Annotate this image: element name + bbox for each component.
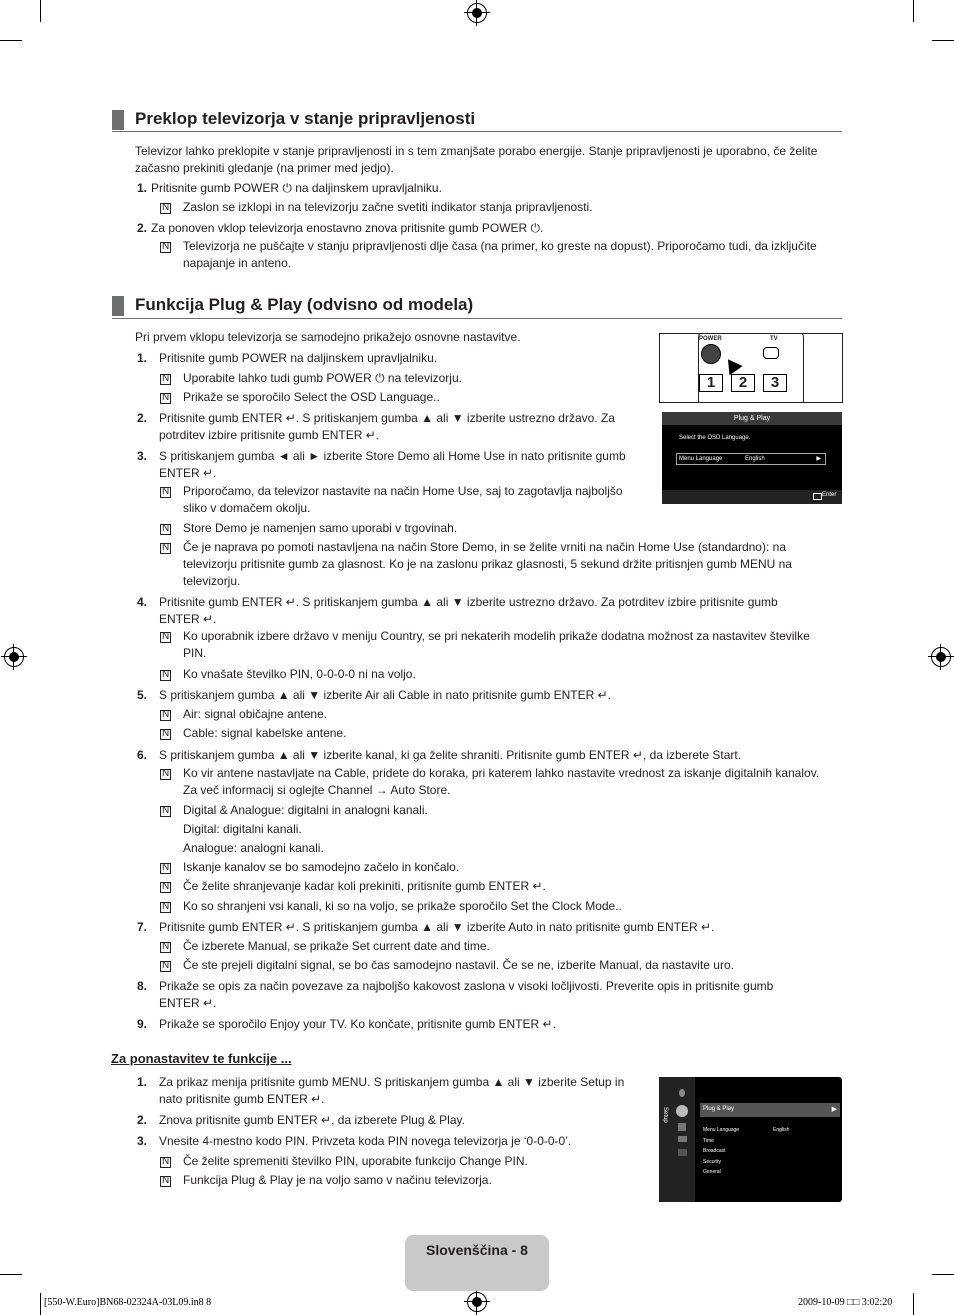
note-text: Če ste prejeli digitalni signal, se bo čas samodejno nastavil. Če se ne, izberite Manual, da nastavite uro. bbox=[183, 958, 734, 972]
osd-menu-item: Time bbox=[703, 1137, 714, 1144]
step-number: 1. bbox=[137, 351, 148, 365]
registration-mark-icon bbox=[467, 1292, 487, 1312]
note-text: Air: signal običajne antene. bbox=[183, 707, 328, 721]
step-text: potrditev izbire pritisnite gumb ENTER ↵. bbox=[159, 428, 380, 442]
paragraph: Televizor lahko preklopite v stanje pripravljenosti in s tem zmanjšate porabo energije. Stanje pripravljenosti je uporabno, če želite bbox=[135, 144, 818, 158]
step-text: ENTER ↵. bbox=[159, 996, 217, 1010]
note-icon bbox=[160, 374, 171, 385]
note-text: televizorju pritisnite gumb za glasnost. Ko je na zaslonu prikaz glasnosti, 5 sekund držite pritisnjen gumb MENU na bbox=[183, 557, 792, 571]
note-icon bbox=[160, 670, 171, 681]
note-icon bbox=[160, 710, 171, 721]
step-text: S pritiskanjem gumba ◄ ali ► izberite Store Demo ali Home Use in nato pritisnite gumb bbox=[159, 449, 626, 463]
note-text: napajanje in anteno. bbox=[183, 256, 292, 270]
note-text: Ko vir antene nastavljate na Cable, pridete do koraka, pri katerem lahko nastavite vrednost za iskanje digitalnih kanalov. bbox=[183, 766, 820, 780]
step-number: 9. bbox=[137, 1017, 148, 1031]
note-icon bbox=[160, 242, 171, 253]
step-text: S pritiskanjem gumba ▲ ali ▼ izberite Air ali Cable in nato pritisnite gumb ENTER ↵. bbox=[159, 688, 611, 702]
osd-prompt: Select the OSD Language. bbox=[679, 435, 751, 441]
osd-title: Plug & Play bbox=[662, 412, 842, 425]
note-icon bbox=[160, 942, 171, 953]
osd-menu-item: General bbox=[703, 1169, 721, 1175]
step-text: nato pritisnite gumb ENTER ↵. bbox=[159, 1092, 325, 1106]
menu-icon bbox=[679, 1089, 685, 1097]
osd-plug-and-play bbox=[662, 412, 842, 504]
note-text: Če izberete Manual, se prikaže Set current date and time. bbox=[183, 939, 490, 953]
note-text: Ko uporabnik izbere državo v meniju Country, se pri nekaterih modelih prikaže dodatna možnost za nastavitev številke bbox=[183, 629, 810, 643]
note-icon bbox=[160, 524, 171, 535]
osd-menu-list bbox=[703, 1125, 739, 1178]
note-text: PIN. bbox=[183, 646, 207, 660]
remote-power-label: POWER bbox=[699, 336, 722, 342]
osd-menu-item: Security bbox=[703, 1158, 722, 1165]
heading-rule bbox=[112, 131, 842, 132]
heading-bar bbox=[112, 296, 124, 316]
note-icon bbox=[160, 1157, 171, 1168]
crop-mark bbox=[913, 1293, 914, 1315]
menu-icon bbox=[678, 1136, 687, 1142]
note-text: Digital & Analogue: digitalni in analogni kanali. bbox=[183, 803, 428, 817]
note-icon bbox=[160, 487, 171, 498]
footer-timestamp: 2009-10-09 □□ 3:02:20 bbox=[798, 1297, 893, 1308]
key-2: 2 bbox=[731, 374, 755, 392]
osd-menu-item: Broadcast bbox=[703, 1148, 726, 1154]
crop-mark bbox=[932, 40, 954, 41]
subsection-title: Za ponastavitev te funkcije ... bbox=[111, 1051, 292, 1066]
osd-side-label: Setup bbox=[662, 1107, 668, 1123]
section-title: Funkcija Plug & Play (odvisno od modela) bbox=[135, 295, 474, 314]
note-icon bbox=[160, 393, 171, 404]
osd-selected-label: Plug & Play bbox=[703, 1106, 735, 1112]
step-text: Prikaže se sporočilo Enjoy your TV. Ko končate, pritisnite gumb ENTER ↵. bbox=[159, 1017, 556, 1031]
osd-selected-row bbox=[700, 1103, 840, 1117]
step-text: Pritisnite gumb POWER na daljinskem upravljalniku. bbox=[159, 351, 438, 365]
registration-mark-icon bbox=[931, 647, 951, 667]
osd-enter-label: Enter bbox=[822, 492, 837, 498]
step-text: Pritisnite gumb ENTER ↵. S pritiskanjem gumba ▲ ali ▼ izberite ustrezno državo. Za potrditev izbire pritisnite gumb bbox=[159, 595, 778, 609]
step-text: Pritisnite gumb POWER ⏻ na daljinskem upravljalniku. bbox=[151, 181, 442, 195]
menu-icon bbox=[678, 1123, 686, 1131]
footer-file-info: [550-W.Euro]BN68-02324A-03L09.in8 8 bbox=[44, 1297, 212, 1308]
step-number: 1. bbox=[137, 181, 148, 195]
note-text: Ko so shranjeni vsi kanali, ki so na voljo, se prikaže sporočilo Set the Clock Mode.. bbox=[183, 899, 622, 913]
note-icon bbox=[160, 882, 171, 893]
note-text: Uporabite lahko tudi gumb POWER ⏻ na televizorju. bbox=[183, 371, 462, 385]
crop-mark bbox=[0, 1274, 22, 1275]
enter-icon bbox=[813, 493, 822, 500]
step-number: 2. bbox=[137, 1113, 148, 1127]
power-button-icon bbox=[701, 344, 721, 364]
note-icon bbox=[160, 203, 171, 214]
step-number: 3. bbox=[137, 1134, 148, 1148]
note-text: Prikaže se sporočilo Select the OSD Language.. bbox=[183, 390, 440, 404]
note-icon bbox=[160, 729, 171, 740]
osd-language-field bbox=[676, 453, 826, 465]
step-text: Znova pritisnite gumb ENTER ↵, da izberete Plug & Play. bbox=[159, 1113, 465, 1127]
setup-gear-icon bbox=[676, 1105, 688, 1117]
note-icon bbox=[160, 863, 171, 874]
note-text: Priporočamo, da televizor nastavite na način Home Use, saj to zagotavlja najboljšo bbox=[183, 484, 623, 498]
step-text: Pritisnite gumb ENTER ↵. S pritiskanjem gumba ▲ ali ▼ izberite ustrezno državo. Za bbox=[159, 411, 615, 425]
note-text: Iskanje kanalov se bo samodejno začelo in končalo. bbox=[183, 860, 460, 874]
step-number: 2. bbox=[137, 221, 148, 235]
note-icon bbox=[160, 1176, 171, 1187]
note-icon bbox=[160, 632, 171, 643]
step-text: ENTER ↵. bbox=[159, 612, 217, 626]
note-text: televizorju. bbox=[183, 574, 241, 588]
step-number: 5. bbox=[137, 688, 148, 702]
page-number: Slovenščina - 8 bbox=[426, 1242, 528, 1258]
remote-tv-label: TV bbox=[770, 336, 778, 342]
step-text: Pritisnite gumb ENTER ↵. S pritiskanjem gumba ▲ ali ▼ izberite Auto in nato pritisnite gumb ENTER ↵. bbox=[159, 920, 715, 934]
crop-mark bbox=[0, 40, 22, 41]
step-number: 3. bbox=[137, 449, 148, 463]
osd-menu-item: Menu Language bbox=[703, 1127, 740, 1133]
note-text: Ko vnašate številko PIN, 0-0-0-0 ni na voljo. bbox=[183, 667, 416, 681]
note-text: sliko v domačem okolju. bbox=[183, 501, 311, 515]
note-text: Če je naprava po pomoti nastavljena na način Store Demo, in se želite vrniti na način Home Use (standardno): na bbox=[183, 540, 786, 554]
crop-mark bbox=[40, 0, 41, 22]
remote-illustration bbox=[659, 333, 843, 403]
step-number: 1. bbox=[137, 1075, 148, 1089]
key-1: 1 bbox=[699, 374, 723, 392]
menu-icon bbox=[678, 1149, 687, 1156]
note-text: Digital: digitalni kanali. bbox=[183, 822, 302, 836]
note-text: Store Demo je namenjen samo uporabi v trgovinah. bbox=[183, 521, 458, 535]
step-number: 7. bbox=[137, 920, 148, 934]
note-icon bbox=[160, 902, 171, 913]
heading-bar bbox=[112, 110, 124, 130]
key-3: 3 bbox=[763, 374, 787, 392]
note-text: Funkcija Plug & Play je na voljo samo v načinu televizorja. bbox=[183, 1173, 492, 1187]
note-icon bbox=[160, 543, 171, 554]
step-text: Vnesite 4-mestno kodo PIN. Privzeta koda PIN novega televizorja je ‘0-0-0-0’. bbox=[159, 1134, 572, 1148]
paragraph: začasno prekiniti gledanje (na primer med jedjo). bbox=[135, 161, 394, 175]
chevron-right-icon: ▶ bbox=[831, 1106, 837, 1113]
step-number: 4. bbox=[137, 595, 148, 609]
step-number: 6. bbox=[137, 748, 148, 762]
note-text: Če želite shranjevanje kadar koli prekiniti, pritisnite gumb ENTER ↵. bbox=[183, 879, 546, 893]
crop-mark bbox=[40, 1293, 41, 1315]
heading-rule bbox=[112, 318, 842, 319]
crop-mark bbox=[913, 0, 914, 22]
osd-field-label: Menu Language bbox=[679, 456, 723, 462]
step-text: ENTER ↵. bbox=[159, 466, 217, 480]
section-title: Preklop televizorja v stanje pripravljenosti bbox=[135, 109, 476, 128]
note-text: Televizorja ne puščajte v stanju pripravljenosti dlje časa (na primer, ko greste na dopust). Priporočamo tudi, da izključite bbox=[183, 239, 817, 253]
note-text: Če želite spremeniti številko PIN, uporabite funkcijo Change PIN. bbox=[183, 1154, 528, 1168]
osd-setup-menu bbox=[659, 1077, 842, 1202]
registration-mark-icon bbox=[4, 647, 24, 667]
note-icon bbox=[160, 961, 171, 972]
note-text: Zaslon se izklopi in na televizorju začne svetiti indikator stanja pripravljenosti. bbox=[183, 200, 593, 214]
tv-button-icon bbox=[763, 347, 779, 359]
step-number: 8. bbox=[137, 979, 148, 993]
osd-menu-value: English bbox=[773, 1127, 790, 1133]
registration-mark-icon bbox=[467, 3, 487, 23]
step-number: 2. bbox=[137, 411, 148, 425]
chevron-right-icon: ▶ bbox=[816, 456, 821, 462]
crop-mark bbox=[932, 1274, 954, 1275]
step-text: Za prikaz menija pritisnite gumb MENU. S pritiskanjem gumba ▲ ali ▼ izberite Setup in bbox=[159, 1075, 625, 1089]
step-text: S pritiskanjem gumba ▲ ali ▼ izberite kanal, ki ga želite shraniti. Pritisnite gumb ENTER ↵, da izberete Start. bbox=[159, 748, 742, 762]
paragraph: Pri prvem vklopu televizorja se samodejno prikažejo osnovne nastavitve. bbox=[135, 330, 521, 344]
step-text: Prikaže se opis za način povezave za najboljšo kakovost zaslona v visoki ločljivosti. Preverite opis in pritisnite gumb bbox=[159, 979, 774, 993]
osd-field-value: English bbox=[745, 456, 765, 462]
note-text: Za več informacij si oglejte Channel → Auto Store. bbox=[183, 783, 451, 797]
note-text: Analogue: analogni kanali. bbox=[183, 841, 324, 855]
note-icon bbox=[160, 769, 171, 780]
step-text: Za ponoven vklop televizorja enostavno znova pritisnite gumb POWER ⏻. bbox=[151, 221, 544, 235]
note-text: Cable: signal kabelske antene. bbox=[183, 726, 347, 740]
note-icon bbox=[160, 806, 171, 817]
